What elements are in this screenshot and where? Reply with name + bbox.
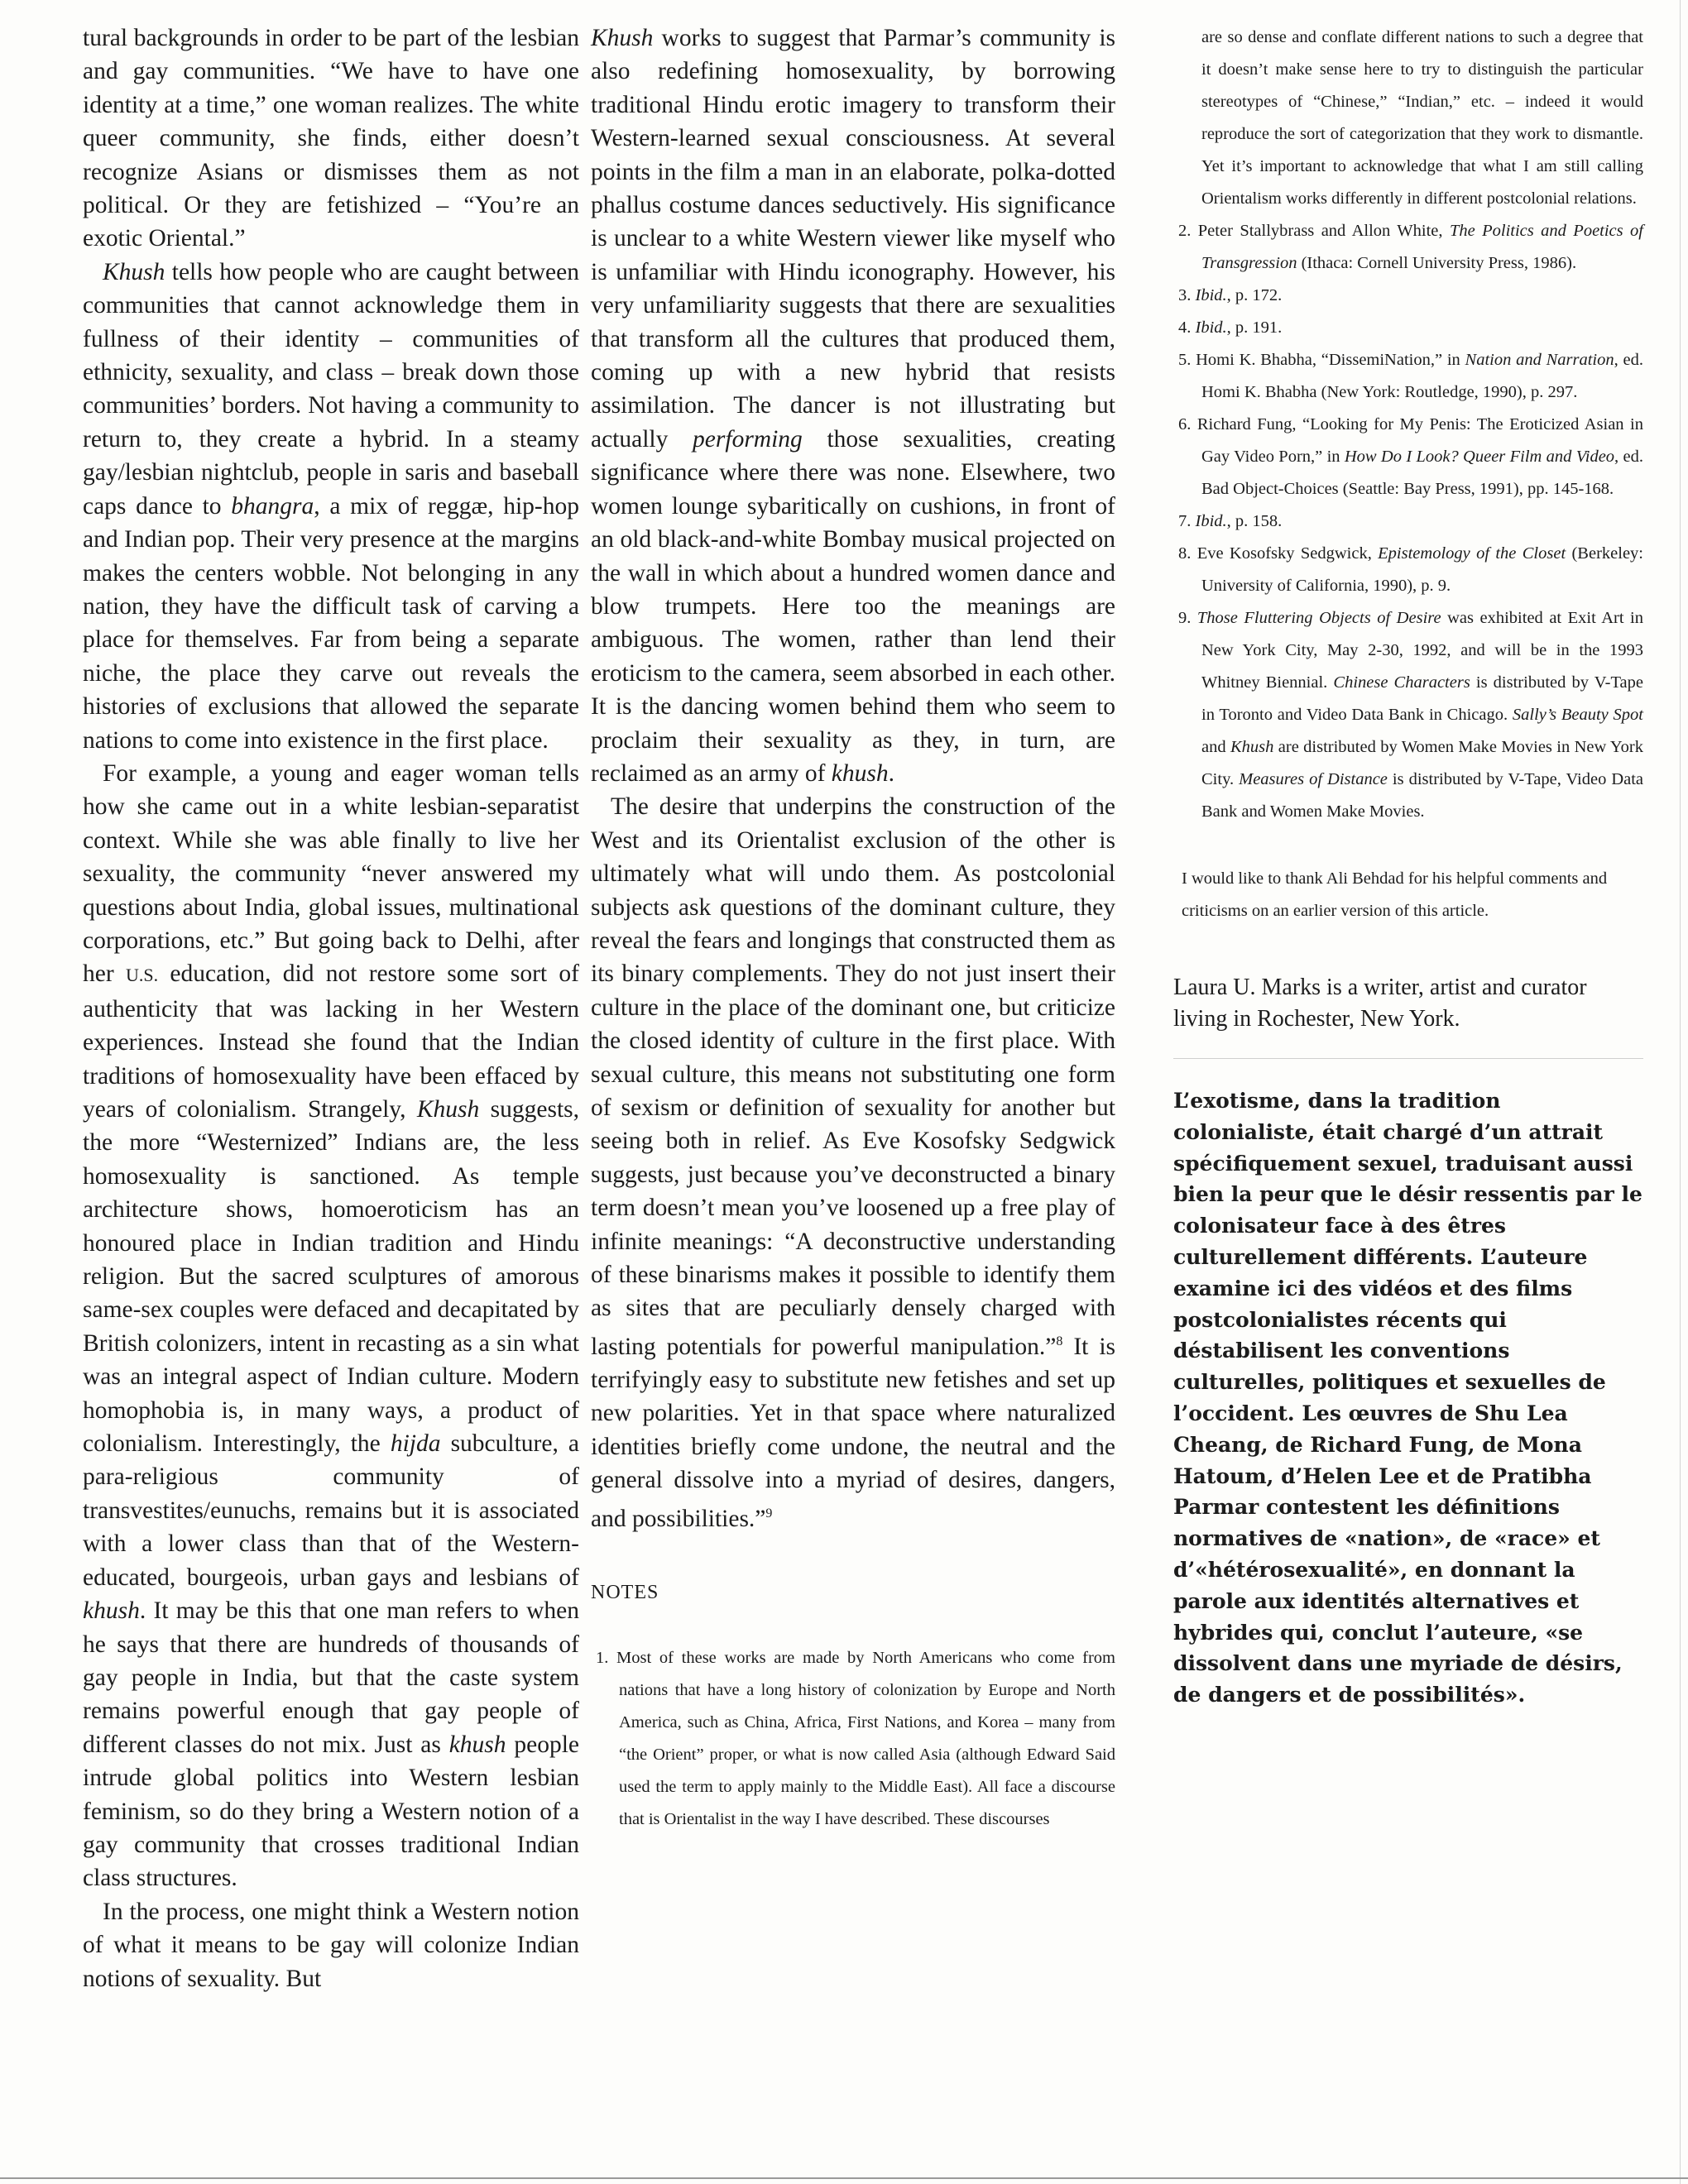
footnote-ref: 9 xyxy=(765,1506,773,1521)
term: khush xyxy=(83,1597,140,1625)
note-item: are so dense and conflate different nations to such a degree that it doesn’t make sense here to try to distinguish the particular stereotypes of “Chinese,” “Indian,” etc. – indeed it would reproduce the sort of categorization that they work to dismantle. Yet it’s important to acknowledge that what I am still calling Orientalism works differently in different postcolonial relations. xyxy=(1201,28,1643,208)
notes-list xyxy=(1173,22,1643,828)
film-title: Khush xyxy=(591,25,654,51)
term: khush xyxy=(448,1731,506,1758)
film-title: Khush xyxy=(103,258,165,285)
note-item: 2. Peter Stallybrass and Allon White, The Politics and Poetics of Transgression (Ithaca: Cornell University Press, 1986). xyxy=(1178,222,1643,272)
article-column-1 xyxy=(83,22,579,1995)
film-title: Khush xyxy=(416,1096,480,1123)
term: hijda xyxy=(390,1430,441,1458)
page-edge xyxy=(1680,0,1681,2184)
note-item: 3. Ibid., p. 172. xyxy=(1178,286,1283,304)
paragraph: The desire that underpins the construction of the West and its Orientalist exclusion of the other is ultimately what will undo them. As postcolonial subjects ask questions of the dominant culture, they reveal the fears and longings that constructed them as its binary complements. They do not just insert their culture in the place of the dominant one, but criticize the closed identity of culture in the first place. With sexual culture, this means not substituting one form of sexism or definition of sexuality for another but seeing both in relief. As Eve Kosofsky Sedgwick suggests, just because you’ve deconstructed a binary term doesn’t mean you’ve loosened up a free play of infinite meanings: “A deconstructive understanding of these binarisms makes it possible to identify them as sites that are peculiarly densely charged with lasting potentials for powerful manipulation.”$^8$ It is terrifyingly easy to substitute new fetishes and set up new polarities. Yet in that space where naturalized identities briefly come undone, the neutral and the general dissolve into a myriad of desires, dangers, and possibilities.”$^9$ xyxy=(591,793,1115,1532)
note-item: 1. Most of these works are made by North Americans who come from nations that have a long history of colonization by Europe and North America, such as China, Africa, First Nations, and Korea – many from “the Orient” proper, or what is now called Asia (although Edward Said used the term to apply mainly to the Middle East). All face a discourse that is Orientalist in the way I have described. These discourses xyxy=(596,1648,1115,1828)
footnote-ref: 8 xyxy=(1056,1334,1063,1348)
term: bhangra xyxy=(231,492,314,520)
note-item: 6. Richard Fung, “Looking for My Penis: The Eroticized Asian in Gay Video Porn,” in How Do I Look? Queer Film and Video, ed. Bad Object-Choices (Seattle: Bay Press, 1991), pp. 145-168. xyxy=(1178,415,1643,498)
paragraph: Khush tells how people who are caught between communities that cannot acknowledge them in fullness of their identity – communities of ethnicity, sexuality, and class – break down those communities’ borders. Not having a community to return to, they create a hybrid. In a steamy gay/lesbian nightclub, people in saris and baseball caps dance to bhangra, a mix of reggæ, hip-hop and Indian pop. Their very presence at the margins makes the centers wobble. Not belonging in any nation, they have the difficult task of carving a place for themselves. Far from being a separate niche, the place they carve out reveals the histories of exclusions that allowed the separate nations to come into existence in the first place. xyxy=(83,258,579,754)
note-item: 7. Ibid., p. 158. xyxy=(1178,512,1283,530)
note-item: 8. Eve Kosofsky Sedgwick, Epistemology of the Closet (Berkeley: University of California, 1990), p. 9. xyxy=(1178,544,1643,595)
paragraph: In the process, one might think a Western notion of what it means to be gay will colonize Indian notions of sexuality. But xyxy=(83,1898,579,1992)
emphasis: performing xyxy=(693,425,803,453)
french-summary: L’exotisme, dans la tradition colonialiste, était chargé d’un attrait spécifiquement sexuel, traduisant aussi bien la peur que le désir ressentis par le colonisateur face à des êtres culturellement différents. L’auteure examine ici des vidéos et des films postcolonialistes récents qui déstabilisent les conventions culturelles, politiques et sexuelles de l’occident. Les œuvres de Shu Lea Cheang, de Richard Fung, de Mona Hatoum, d’Helen Lee et de Pratibha Parmar contestent les définitions normatives de «nation», de «race» et d’«hétérosexualité», en donnant la parole aux identités alternatives et hybrides qui, conclut l’auteure, «se dissolvent dans une myriade de désirs, de dangers et de possibilités». xyxy=(1173,1089,1642,1707)
note-item: 4. Ibid., p. 191. xyxy=(1178,318,1283,337)
note-item: 9. Those Fluttering Objects of Desire was exhibited at Exit Art in New York City, May 2-30, 1992, and will be in the 1993 Whitney Biennial. Chinese Characters is distributed by V-Tape in Toronto and Video Data Bank in Chicago. Sally’s Beauty Spot and Khush are distributed by Women Make Movies in New York City. Measures of Distance is distributed by V-Tape, Video Data Bank and Women Make Movies. xyxy=(1178,609,1644,821)
acknowledgement: I would like to thank Ali Behdad for his helpful comments and criticisms on an earlier version of this article. xyxy=(1182,869,1608,920)
note-item: 5. Homi K. Bhabha, “DissemiNation,” in Nation and Narration, ed. Homi K. Bhabha (New York: Routledge, 1990), p. 297. xyxy=(1178,351,1643,401)
paragraph: Khush works to suggest that Parmar’s community is also redefining homosexuality, by borrowing traditional Hindu erotic imagery to transform their Western-learned sexual consciousness. At several points in the film a man in an elaborate, polka-dotted phallus costume dances seductively. His significance is unclear to a white Western viewer like myself who is unfamiliar with Hindu iconography. However, his very unfamiliarity suggests that there are sexualities that transform all the cultures that produced them, coming up with a new hybrid that resists assimilation. The dancer is not illustrating but actually performing those sexualities, creating significance where there was none. Elsewhere, two women lounge sybaritically on cushions, in front of an old black-and-white Bombay musical projected on the wall in which about a hundred women dance and blow trumpets. Here too the meanings are ambiguous. The women, rather than lend their eroticism to the camera, seem absorbed in each other. It is the dancing women behind them who seem to proclaim their sexuality as they, in turn, are reclaimed as an army of khush. xyxy=(591,25,1115,787)
author-bio: Laura U. Marks is a writer, artist and curator living in Rochester, New York. xyxy=(1173,972,1643,1059)
article-column-3 xyxy=(1173,22,1643,1711)
paragraph: For example, a young and eager woman tells how she came out in a white lesbian-separatist context. While she was able finally to live her sexuality, the community “never answered my questions about India, global issues, multinational corporations, etc.” But going back to Delhi, after her U.S. education, did not restore some sort of authenticity that was lacking in her Western experiences. Instead she found that the Indian traditions of homosexuality have been effaced by years of colonialism. Strangely, Khush suggests, the more “Westernized” Indians are, the less homosexuality is sanctioned. As temple architecture shows, homoeroticism has an honoured place in Indian tradition and Hindu religion. But the sacred sculptures of amorous same-sex couples were defaced and decapitated by British colonizers, intent in recasting as a sin what was an integral aspect of Indian culture. Modern homophobia is, in many ways, a product of colonialism. Interestingly, the hijda subculture, a para-religious community of transvestites/eunuchs, remains but it is associated with a lower class than that of the Western-educated, bourgeois, urban gays and lesbians of khush. It may be this that one man refers to when he says that there are hundreds of thousands of gay people in India, but that the caste system remains powerful enough that gay people of different classes do not mix. Just as khush people intrude global politics into Western lesbian feminism, so do they bring a Western notion of a gay community that crosses traditional Indian class structures. xyxy=(83,759,579,1892)
notes-list xyxy=(591,1642,1115,1836)
notes-heading: NOTES xyxy=(591,1581,659,1603)
page-bottom-rule xyxy=(0,2177,1688,2179)
article-column-2 xyxy=(591,22,1115,1836)
paragraph: tural backgrounds in order to be part of the lesbian and gay communities. “We have to have one identity at a time,” one woman realizes. The white queer community, she finds, either doesn’t recognize Asians or dismisses them as not political. Or they are fetishized – “You’re an exotic Oriental.” xyxy=(83,25,579,252)
term: khush xyxy=(831,759,889,787)
